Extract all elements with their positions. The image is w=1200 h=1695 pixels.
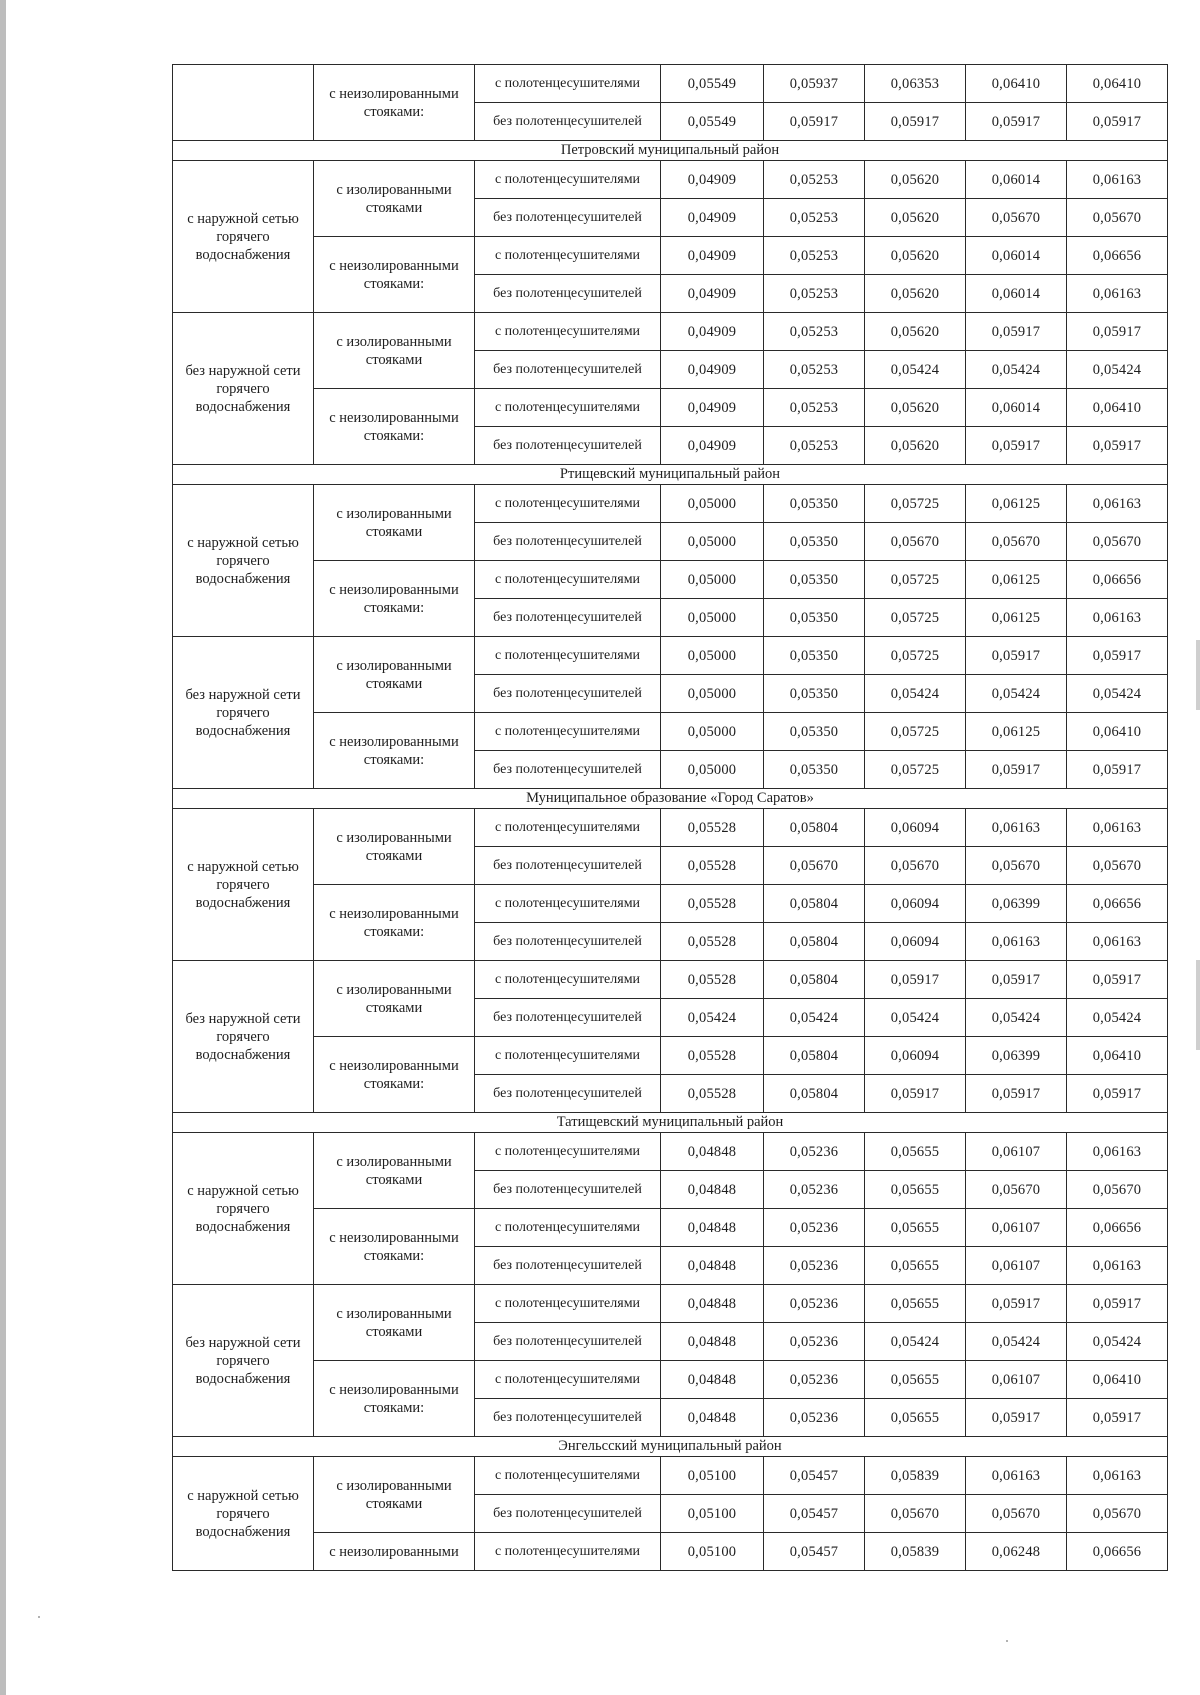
norm-value-cell: 0,06094 [865, 809, 966, 847]
towel-dryer-type-cell: с полотенцесушителями [475, 637, 661, 675]
table-row [173, 713, 1168, 751]
norm-value-cell: 0,05804 [764, 885, 865, 923]
norm-value-cell: 0,05236 [764, 1323, 865, 1361]
table-row [173, 1037, 1168, 1075]
norm-value-cell: 0,05620 [865, 427, 966, 465]
norm-value-cell: 0,04909 [661, 199, 764, 237]
norm-value-cell: 0,05670 [764, 847, 865, 885]
norm-value-cell: 0,05350 [764, 523, 865, 561]
hot-water-network-cell: с наружной сетью горячего водоснабжения [173, 485, 314, 637]
table-row [173, 885, 1168, 923]
norm-value-cell: 0,05000 [661, 713, 764, 751]
section-header-row [173, 1113, 1168, 1133]
norm-value-cell: 0,05917 [966, 313, 1067, 351]
norm-value-cell: 0,06410 [1067, 389, 1168, 427]
hot-water-network-cell: без наружной сети горячего водоснабжения [173, 961, 314, 1113]
norm-value-cell: 0,04909 [661, 237, 764, 275]
norm-value-cell: 0,05670 [865, 847, 966, 885]
norm-value-cell: 0,05236 [764, 1209, 865, 1247]
section-title: Муниципальное образование «Город Саратов» [173, 789, 1168, 809]
table-row [173, 637, 1168, 675]
norm-value-cell: 0,05236 [764, 1247, 865, 1285]
norm-value-cell: 0,06410 [966, 65, 1067, 103]
norm-value-cell: 0,05804 [764, 1075, 865, 1113]
towel-dryer-type-cell: с полотенцесушителями [475, 1209, 661, 1247]
towel-dryer-type-cell: с полотенцесушителями [475, 485, 661, 523]
towel-dryer-type-cell: без полотенцесушителей [475, 999, 661, 1037]
riser-type-cell: с неизолированными стояками: [314, 885, 475, 961]
group-cell-continued [173, 65, 314, 141]
norm-value-cell: 0,04848 [661, 1323, 764, 1361]
norm-value-cell: 0,05253 [764, 275, 865, 313]
towel-dryer-type-cell: с полотенцесушителями [475, 713, 661, 751]
norm-value-cell: 0,06656 [1067, 1533, 1168, 1571]
towel-dryer-type-cell: с полотенцесушителями [475, 1037, 661, 1075]
norm-value-cell: 0,05620 [865, 199, 966, 237]
norm-value-cell: 0,06014 [966, 275, 1067, 313]
norm-value-cell: 0,05350 [764, 751, 865, 789]
norm-value-cell: 0,06163 [966, 809, 1067, 847]
norm-value-cell: 0,04848 [661, 1361, 764, 1399]
norms-table [172, 64, 1168, 1571]
norm-value-cell: 0,05457 [764, 1457, 865, 1495]
norm-value-cell: 0,05528 [661, 1037, 764, 1075]
norm-value-cell: 0,05350 [764, 637, 865, 675]
scan-edge-mark [1196, 640, 1200, 710]
norm-value-cell: 0,05424 [966, 351, 1067, 389]
section-title: Петровский муниципальный район [173, 141, 1168, 161]
table-row [173, 561, 1168, 599]
hot-water-network-cell: с наружной сетью горячего водоснабжения [173, 809, 314, 961]
norm-value-cell: 0,05100 [661, 1457, 764, 1495]
norm-value-cell: 0,06107 [966, 1209, 1067, 1247]
riser-type-cell: с неизолированными стояками: [314, 713, 475, 789]
hot-water-network-cell: с наружной сетью горячего водоснабжения [173, 161, 314, 313]
norm-value-cell: 0,06163 [966, 923, 1067, 961]
norm-value-cell: 0,05350 [764, 561, 865, 599]
norm-value-cell: 0,06163 [1067, 923, 1168, 961]
table-row [173, 961, 1168, 999]
norm-value-cell: 0,05528 [661, 885, 764, 923]
towel-dryer-type-cell: без полотенцесушителей [475, 427, 661, 465]
norm-value-cell: 0,04909 [661, 351, 764, 389]
norm-value-cell: 0,05804 [764, 809, 865, 847]
towel-dryer-type-cell: с полотенцесушителями [475, 237, 661, 275]
norm-value-cell: 0,05725 [865, 485, 966, 523]
norm-value-cell: 0,06656 [1067, 885, 1168, 923]
norm-value-cell: 0,05917 [966, 637, 1067, 675]
towel-dryer-type-cell: с полотенцесушителями [475, 161, 661, 199]
norm-value-cell: 0,05804 [764, 1037, 865, 1075]
section-header-row [173, 789, 1168, 809]
norm-value-cell: 0,05424 [1067, 351, 1168, 389]
towel-dryer-type-cell: без полотенцесушителей [475, 1399, 661, 1437]
norm-value-cell: 0,05917 [1067, 103, 1168, 141]
norm-value-cell: 0,06125 [966, 561, 1067, 599]
towel-dryer-type-cell: без полотенцесушителей [475, 847, 661, 885]
norm-value-cell: 0,05917 [1067, 961, 1168, 999]
norm-value-cell: 0,06163 [1067, 1133, 1168, 1171]
norm-value-cell: 0,05253 [764, 237, 865, 275]
towel-dryer-type-cell: без полотенцесушителей [475, 199, 661, 237]
towel-dryer-type-cell: с полотенцесушителями [475, 1133, 661, 1171]
table-row [173, 237, 1168, 275]
norm-value-cell: 0,06163 [1067, 599, 1168, 637]
towel-dryer-type-cell: с полотенцесушителями [475, 1285, 661, 1323]
norm-value-cell: 0,05655 [865, 1133, 966, 1171]
norm-value-cell: 0,05000 [661, 485, 764, 523]
towel-dryer-type-cell: без полотенцесушителей [475, 923, 661, 961]
norm-value-cell: 0,05670 [865, 1495, 966, 1533]
towel-dryer-type-cell: без полотенцесушителей [475, 275, 661, 313]
norm-value-cell: 0,05424 [966, 675, 1067, 713]
norm-value-cell: 0,05917 [1067, 427, 1168, 465]
norm-value-cell: 0,05457 [764, 1495, 865, 1533]
towel-dryer-type-cell: с полотенцесушителями [475, 1533, 661, 1571]
hot-water-network-cell: без наружной сети горячего водоснабжения [173, 313, 314, 465]
towel-dryer-type-cell: с полотенцесушителями [475, 389, 661, 427]
section-header-row [173, 465, 1168, 485]
norm-value-cell: 0,06163 [966, 1457, 1067, 1495]
section-header-row [173, 141, 1168, 161]
norm-value-cell: 0,06410 [1067, 65, 1168, 103]
norm-value-cell: 0,05670 [1067, 199, 1168, 237]
scan-speck [38, 1616, 40, 1618]
norm-value-cell: 0,05670 [966, 523, 1067, 561]
norm-value-cell: 0,05917 [865, 1075, 966, 1113]
norm-value-cell: 0,05528 [661, 1075, 764, 1113]
norm-value-cell: 0,04848 [661, 1285, 764, 1323]
riser-type-cell: с неизолированными [314, 1533, 475, 1571]
norm-value-cell: 0,06163 [1067, 809, 1168, 847]
norm-value-cell: 0,05725 [865, 713, 966, 751]
norm-value-cell: 0,05917 [966, 961, 1067, 999]
norm-value-cell: 0,05253 [764, 199, 865, 237]
towel-dryer-type-cell: с полотенцесушителями [475, 885, 661, 923]
norm-value-cell: 0,05424 [764, 999, 865, 1037]
norm-value-cell: 0,05253 [764, 427, 865, 465]
norm-value-cell: 0,06656 [1067, 237, 1168, 275]
towel-dryer-type-cell: без полотенцесушителей [475, 675, 661, 713]
norm-value-cell: 0,06163 [1067, 485, 1168, 523]
norm-value-cell: 0,04848 [661, 1133, 764, 1171]
norm-value-cell: 0,05917 [1067, 1075, 1168, 1113]
norm-value-cell: 0,06125 [966, 599, 1067, 637]
norm-value-cell: 0,05804 [764, 961, 865, 999]
norm-value-cell: 0,06656 [1067, 1209, 1168, 1247]
norm-value-cell: 0,06163 [1067, 1247, 1168, 1285]
norm-value-cell: 0,05620 [865, 275, 966, 313]
norm-value-cell: 0,05424 [865, 351, 966, 389]
table-row [173, 809, 1168, 847]
norm-value-cell: 0,05253 [764, 351, 865, 389]
table-row [173, 1285, 1168, 1323]
riser-type-cell: с изолированными стояками [314, 637, 475, 713]
towel-dryer-type-cell: без полотенцесушителей [475, 751, 661, 789]
norm-value-cell: 0,05424 [865, 675, 966, 713]
riser-type-cell: с неизолированными стояками: [314, 1037, 475, 1113]
table-row [173, 1361, 1168, 1399]
norm-value-cell: 0,05937 [764, 65, 865, 103]
norm-value-cell: 0,05917 [966, 427, 1067, 465]
table-row [173, 161, 1168, 199]
norm-value-cell: 0,05725 [865, 751, 966, 789]
norm-value-cell: 0,06399 [966, 885, 1067, 923]
norm-value-cell: 0,05655 [865, 1171, 966, 1209]
towel-dryer-type-cell: без полотенцесушителей [475, 1075, 661, 1113]
norm-value-cell: 0,04909 [661, 389, 764, 427]
table-row [173, 1209, 1168, 1247]
norm-value-cell: 0,05000 [661, 561, 764, 599]
norm-value-cell: 0,05236 [764, 1171, 865, 1209]
norm-value-cell: 0,06107 [966, 1133, 1067, 1171]
towel-dryer-type-cell: без полотенцесушителей [475, 103, 661, 141]
norm-value-cell: 0,06163 [1067, 1457, 1168, 1495]
section-title: Энгельсский муниципальный район [173, 1437, 1168, 1457]
norm-value-cell: 0,04909 [661, 161, 764, 199]
section-title: Ртищевский муниципальный район [173, 465, 1168, 485]
norm-value-cell: 0,05424 [966, 999, 1067, 1037]
norm-value-cell: 0,05620 [865, 389, 966, 427]
norm-value-cell: 0,05725 [865, 561, 966, 599]
section-title: Татищевский муниципальный район [173, 1113, 1168, 1133]
norm-value-cell: 0,06014 [966, 161, 1067, 199]
norm-value-cell: 0,05000 [661, 523, 764, 561]
riser-type-cell: с неизолированными стояками: [314, 237, 475, 313]
norm-value-cell: 0,06107 [966, 1247, 1067, 1285]
norm-value-cell: 0,06107 [966, 1361, 1067, 1399]
towel-dryer-type-cell: без полотенцесушителей [475, 523, 661, 561]
norm-value-cell: 0,05670 [966, 199, 1067, 237]
norm-value-cell: 0,06014 [966, 389, 1067, 427]
norm-value-cell: 0,05620 [865, 237, 966, 275]
norm-value-cell: 0,04848 [661, 1247, 764, 1285]
norm-value-cell: 0,05917 [966, 751, 1067, 789]
towel-dryer-type-cell: без полотенцесушителей [475, 1247, 661, 1285]
norm-value-cell: 0,04909 [661, 427, 764, 465]
norm-value-cell: 0,05917 [1067, 1399, 1168, 1437]
table-row [173, 1133, 1168, 1171]
norm-value-cell: 0,05236 [764, 1399, 865, 1437]
norm-value-cell: 0,05457 [764, 1533, 865, 1571]
table-row [173, 389, 1168, 427]
norm-value-cell: 0,05620 [865, 161, 966, 199]
norm-value-cell: 0,05000 [661, 637, 764, 675]
hot-water-network-cell: с наружной сетью горячего водоснабжения [173, 1133, 314, 1285]
norm-value-cell: 0,05725 [865, 637, 966, 675]
norm-value-cell: 0,06410 [1067, 1361, 1168, 1399]
norm-value-cell: 0,05839 [865, 1457, 966, 1495]
towel-dryer-type-cell: с полотенцесушителями [475, 1361, 661, 1399]
norm-value-cell: 0,05917 [865, 103, 966, 141]
norm-value-cell: 0,06353 [865, 65, 966, 103]
norm-value-cell: 0,04909 [661, 275, 764, 313]
norm-value-cell: 0,05655 [865, 1247, 966, 1285]
norm-value-cell: 0,05839 [865, 1533, 966, 1571]
towel-dryer-type-cell: с полотенцесушителями [475, 65, 661, 103]
norm-value-cell: 0,05253 [764, 389, 865, 427]
norm-value-cell: 0,05000 [661, 751, 764, 789]
hot-water-network-cell: без наружной сети горячего водоснабжения [173, 637, 314, 789]
norm-value-cell: 0,04848 [661, 1209, 764, 1247]
riser-type-cell: с изолированными стояками [314, 1133, 475, 1209]
norm-value-cell: 0,05424 [1067, 1323, 1168, 1361]
norm-value-cell: 0,06125 [966, 485, 1067, 523]
norm-value-cell: 0,06163 [1067, 161, 1168, 199]
norm-value-cell: 0,05670 [1067, 1495, 1168, 1533]
norm-value-cell: 0,05670 [966, 1495, 1067, 1533]
norm-value-cell: 0,05000 [661, 675, 764, 713]
norm-value-cell: 0,05100 [661, 1495, 764, 1533]
norm-value-cell: 0,05236 [764, 1361, 865, 1399]
towel-dryer-type-cell: с полотенцесушителями [475, 1457, 661, 1495]
towel-dryer-type-cell: без полотенцесушителей [475, 599, 661, 637]
table-row [173, 65, 1168, 103]
hot-water-network-cell: с наружной сетью горячего водоснабжения [173, 1457, 314, 1571]
riser-type-cell: с неизолированными стояками: [314, 1361, 475, 1437]
norm-value-cell: 0,05549 [661, 65, 764, 103]
scan-edge-mark [1196, 960, 1200, 1050]
table-row [173, 1457, 1168, 1495]
towel-dryer-type-cell: без полотенцесушителей [475, 1495, 661, 1533]
norm-value-cell: 0,05350 [764, 485, 865, 523]
norm-value-cell: 0,06163 [1067, 275, 1168, 313]
scan-page-edge [0, 0, 6, 1695]
norm-value-cell: 0,05655 [865, 1361, 966, 1399]
riser-type-cell: с изолированными стояками [314, 313, 475, 389]
towel-dryer-type-cell: без полотенцесушителей [475, 1171, 661, 1209]
norm-value-cell: 0,06014 [966, 237, 1067, 275]
norm-value-cell: 0,06094 [865, 923, 966, 961]
norm-value-cell: 0,05424 [865, 1323, 966, 1361]
riser-type-cell: с изолированными стояками [314, 485, 475, 561]
norm-value-cell: 0,06094 [865, 885, 966, 923]
norm-value-cell: 0,05424 [1067, 999, 1168, 1037]
towel-dryer-type-cell: без полотенцесушителей [475, 351, 661, 389]
norm-value-cell: 0,05804 [764, 923, 865, 961]
norm-value-cell: 0,05670 [966, 847, 1067, 885]
table-row [173, 1533, 1168, 1571]
norm-value-cell: 0,05917 [966, 103, 1067, 141]
norm-value-cell: 0,05350 [764, 599, 865, 637]
norm-value-cell: 0,06125 [966, 713, 1067, 751]
norm-value-cell: 0,05424 [1067, 675, 1168, 713]
norm-value-cell: 0,05655 [865, 1399, 966, 1437]
norm-value-cell: 0,05917 [1067, 1285, 1168, 1323]
towel-dryer-type-cell: без полотенцесушителей [475, 1323, 661, 1361]
riser-type-cell: с неизолированными стояками: [314, 1209, 475, 1285]
norm-value-cell: 0,05528 [661, 809, 764, 847]
hot-water-network-cell: без наружной сети горячего водоснабжения [173, 1285, 314, 1437]
norm-value-cell: 0,04848 [661, 1171, 764, 1209]
norm-value-cell: 0,05917 [966, 1075, 1067, 1113]
norm-value-cell: 0,05236 [764, 1285, 865, 1323]
norm-value-cell: 0,05000 [661, 599, 764, 637]
norm-value-cell: 0,05670 [1067, 1171, 1168, 1209]
norm-value-cell: 0,06410 [1067, 1037, 1168, 1075]
norm-value-cell: 0,05528 [661, 923, 764, 961]
norm-value-cell: 0,06410 [1067, 713, 1168, 751]
riser-type-cell: с неизолированными стояками: [314, 389, 475, 465]
norm-value-cell: 0,05917 [1067, 751, 1168, 789]
norm-value-cell: 0,05670 [966, 1171, 1067, 1209]
norm-value-cell: 0,05655 [865, 1209, 966, 1247]
norm-value-cell: 0,06094 [865, 1037, 966, 1075]
norm-value-cell: 0,05549 [661, 103, 764, 141]
towel-dryer-type-cell: с полотенцесушителями [475, 809, 661, 847]
section-header-row [173, 1437, 1168, 1457]
norm-value-cell: 0,05253 [764, 313, 865, 351]
towel-dryer-type-cell: с полотенцесушителями [475, 961, 661, 999]
norm-value-cell: 0,05670 [865, 523, 966, 561]
norm-value-cell: 0,06399 [966, 1037, 1067, 1075]
scan-speck [1006, 1640, 1008, 1642]
norm-value-cell: 0,05350 [764, 713, 865, 751]
norm-value-cell: 0,05350 [764, 675, 865, 713]
norm-value-cell: 0,05253 [764, 161, 865, 199]
norm-value-cell: 0,06656 [1067, 561, 1168, 599]
norm-value-cell: 0,05917 [1067, 313, 1168, 351]
norm-value-cell: 0,04848 [661, 1399, 764, 1437]
table-row [173, 485, 1168, 523]
norm-value-cell: 0,05655 [865, 1285, 966, 1323]
riser-type-cell: с изолированными стояками [314, 1285, 475, 1361]
norm-value-cell: 0,05917 [966, 1285, 1067, 1323]
towel-dryer-type-cell: с полотенцесушителями [475, 313, 661, 351]
norm-value-cell: 0,05424 [661, 999, 764, 1037]
norm-value-cell: 0,05725 [865, 599, 966, 637]
norm-value-cell: 0,05670 [1067, 847, 1168, 885]
norm-value-cell: 0,05236 [764, 1133, 865, 1171]
norm-value-cell: 0,05670 [1067, 523, 1168, 561]
norm-value-cell: 0,05528 [661, 847, 764, 885]
riser-type-cell: с изолированными стояками [314, 809, 475, 885]
norm-value-cell: 0,05917 [764, 103, 865, 141]
norms-table-body [173, 65, 1168, 1571]
riser-type-cell: с изолированными стояками [314, 961, 475, 1037]
riser-type-cell: с неизолированными стояками: [314, 65, 475, 141]
riser-type-cell: с изолированными стояками [314, 161, 475, 237]
norm-value-cell: 0,05528 [661, 961, 764, 999]
norm-value-cell: 0,05424 [865, 999, 966, 1037]
norm-value-cell: 0,05917 [865, 961, 966, 999]
norm-value-cell: 0,05917 [966, 1399, 1067, 1437]
norm-value-cell: 0,06248 [966, 1533, 1067, 1571]
norm-value-cell: 0,05100 [661, 1533, 764, 1571]
norm-value-cell: 0,04909 [661, 313, 764, 351]
towel-dryer-type-cell: с полотенцесушителями [475, 561, 661, 599]
norm-value-cell: 0,05620 [865, 313, 966, 351]
norm-value-cell: 0,05917 [1067, 637, 1168, 675]
riser-type-cell: с неизолированными стояками: [314, 561, 475, 637]
table-row [173, 313, 1168, 351]
norm-value-cell: 0,05424 [966, 1323, 1067, 1361]
riser-type-cell: с изолированными стояками [314, 1457, 475, 1533]
